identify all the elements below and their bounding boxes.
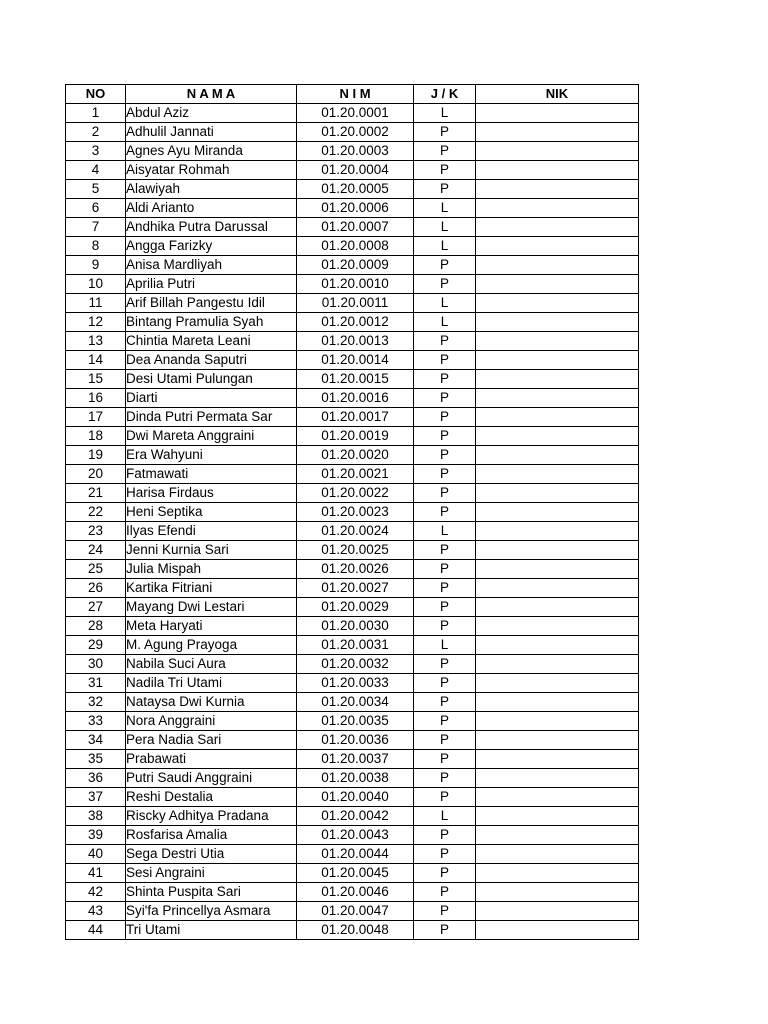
cell-nim: 01.20.0020 bbox=[297, 446, 414, 465]
table-row bbox=[66, 237, 639, 256]
cell-no: 3 bbox=[66, 142, 126, 161]
cell-nama: Ilyas Efendi bbox=[126, 522, 297, 541]
cell-jk: P bbox=[414, 275, 476, 294]
cell-nik bbox=[476, 180, 639, 199]
header-row bbox=[66, 85, 639, 104]
cell-nim: 01.20.0008 bbox=[297, 237, 414, 256]
cell-no: 23 bbox=[66, 522, 126, 541]
cell-no: 35 bbox=[66, 750, 126, 769]
table-row bbox=[66, 807, 639, 826]
cell-nama: Anisa Mardliyah bbox=[126, 256, 297, 275]
table-row bbox=[66, 522, 639, 541]
cell-nim: 01.20.0006 bbox=[297, 199, 414, 218]
cell-no: 14 bbox=[66, 351, 126, 370]
cell-nik bbox=[476, 427, 639, 446]
cell-no: 7 bbox=[66, 218, 126, 237]
table-row bbox=[66, 465, 639, 484]
cell-no: 43 bbox=[66, 902, 126, 921]
cell-nama: Jenni Kurnia Sari bbox=[126, 541, 297, 560]
table-row bbox=[66, 313, 639, 332]
table-row bbox=[66, 161, 639, 180]
cell-jk: P bbox=[414, 541, 476, 560]
cell-jk: L bbox=[414, 104, 476, 123]
cell-jk: P bbox=[414, 674, 476, 693]
cell-nim: 01.20.0022 bbox=[297, 484, 414, 503]
cell-jk: P bbox=[414, 446, 476, 465]
cell-jk: P bbox=[414, 427, 476, 446]
cell-nama: Sega Destri Utia bbox=[126, 845, 297, 864]
cell-no: 32 bbox=[66, 693, 126, 712]
table-row bbox=[66, 123, 639, 142]
cell-nim: 01.20.0014 bbox=[297, 351, 414, 370]
cell-nik bbox=[476, 731, 639, 750]
cell-nama: Alawiyah bbox=[126, 180, 297, 199]
table-row bbox=[66, 370, 639, 389]
cell-jk: P bbox=[414, 579, 476, 598]
cell-nama: Era Wahyuni bbox=[126, 446, 297, 465]
cell-nik bbox=[476, 446, 639, 465]
cell-nim: 01.20.0016 bbox=[297, 389, 414, 408]
table-row bbox=[66, 902, 639, 921]
cell-jk: L bbox=[414, 237, 476, 256]
table-row bbox=[66, 731, 639, 750]
cell-jk: P bbox=[414, 769, 476, 788]
cell-no: 38 bbox=[66, 807, 126, 826]
table-body bbox=[66, 104, 639, 940]
cell-nik bbox=[476, 769, 639, 788]
table-row bbox=[66, 712, 639, 731]
cell-nik bbox=[476, 218, 639, 237]
cell-nama: Andhika Putra Darussal bbox=[126, 218, 297, 237]
cell-nim: 01.20.0025 bbox=[297, 541, 414, 560]
student-roster-sheet bbox=[65, 84, 638, 940]
table-row bbox=[66, 180, 639, 199]
cell-nik bbox=[476, 104, 639, 123]
cell-no: 6 bbox=[66, 199, 126, 218]
cell-no: 40 bbox=[66, 845, 126, 864]
cell-nama: Chintia Mareta Leani bbox=[126, 332, 297, 351]
cell-nama: Arif Billah Pangestu Idil bbox=[126, 294, 297, 313]
cell-no: 22 bbox=[66, 503, 126, 522]
cell-jk: P bbox=[414, 598, 476, 617]
cell-nim: 01.20.0015 bbox=[297, 370, 414, 389]
cell-no: 36 bbox=[66, 769, 126, 788]
cell-nim: 01.20.0007 bbox=[297, 218, 414, 237]
cell-no: 29 bbox=[66, 636, 126, 655]
table-row bbox=[66, 541, 639, 560]
cell-no: 13 bbox=[66, 332, 126, 351]
cell-jk: P bbox=[414, 142, 476, 161]
cell-nama: Syi'fa Princellya Asmara bbox=[126, 902, 297, 921]
cell-nik bbox=[476, 351, 639, 370]
cell-jk: L bbox=[414, 199, 476, 218]
cell-nim: 01.20.0024 bbox=[297, 522, 414, 541]
cell-nim: 01.20.0042 bbox=[297, 807, 414, 826]
cell-nama: Nataysa Dwi Kurnia bbox=[126, 693, 297, 712]
cell-nim: 01.20.0005 bbox=[297, 180, 414, 199]
table-row bbox=[66, 883, 639, 902]
cell-nik bbox=[476, 522, 639, 541]
cell-no: 20 bbox=[66, 465, 126, 484]
table-row bbox=[66, 636, 639, 655]
cell-no: 2 bbox=[66, 123, 126, 142]
cell-nim: 01.20.0013 bbox=[297, 332, 414, 351]
table-row bbox=[66, 864, 639, 883]
cell-jk: P bbox=[414, 503, 476, 522]
cell-nim: 01.20.0026 bbox=[297, 560, 414, 579]
cell-nama: Prabawati bbox=[126, 750, 297, 769]
cell-nama: Desi Utami Pulungan bbox=[126, 370, 297, 389]
cell-nim: 01.20.0044 bbox=[297, 845, 414, 864]
cell-no: 39 bbox=[66, 826, 126, 845]
cell-nim: 01.20.0004 bbox=[297, 161, 414, 180]
table-row bbox=[66, 484, 639, 503]
cell-nim: 01.20.0002 bbox=[297, 123, 414, 142]
column-header-nik: NIK bbox=[476, 85, 639, 104]
cell-nik bbox=[476, 275, 639, 294]
cell-jk: P bbox=[414, 750, 476, 769]
cell-nama: Julia Mispah bbox=[126, 560, 297, 579]
table-row bbox=[66, 617, 639, 636]
table-row bbox=[66, 275, 639, 294]
table-row bbox=[66, 921, 639, 940]
cell-no: 37 bbox=[66, 788, 126, 807]
cell-nama: Riscky Adhitya Pradana bbox=[126, 807, 297, 826]
cell-no: 12 bbox=[66, 313, 126, 332]
cell-nama: Meta Haryati bbox=[126, 617, 297, 636]
cell-nik bbox=[476, 617, 639, 636]
cell-nama: Rosfarisa Amalia bbox=[126, 826, 297, 845]
cell-jk: P bbox=[414, 123, 476, 142]
cell-nama: Reshi Destalia bbox=[126, 788, 297, 807]
cell-jk: P bbox=[414, 180, 476, 199]
cell-jk: P bbox=[414, 465, 476, 484]
cell-no: 26 bbox=[66, 579, 126, 598]
cell-nama: M. Agung Prayoga bbox=[126, 636, 297, 655]
column-header-no: NO bbox=[66, 85, 126, 104]
cell-nik bbox=[476, 503, 639, 522]
table-row bbox=[66, 826, 639, 845]
table-row bbox=[66, 408, 639, 427]
cell-nim: 01.20.0032 bbox=[297, 655, 414, 674]
cell-nama: Shinta Puspita Sari bbox=[126, 883, 297, 902]
cell-nim: 01.20.0038 bbox=[297, 769, 414, 788]
cell-jk: P bbox=[414, 256, 476, 275]
cell-jk: P bbox=[414, 883, 476, 902]
cell-no: 9 bbox=[66, 256, 126, 275]
cell-nim: 01.20.0011 bbox=[297, 294, 414, 313]
cell-no: 42 bbox=[66, 883, 126, 902]
cell-no: 30 bbox=[66, 655, 126, 674]
cell-jk: L bbox=[414, 294, 476, 313]
cell-nim: 01.20.0019 bbox=[297, 427, 414, 446]
cell-nama: Sesi Angraini bbox=[126, 864, 297, 883]
cell-nik bbox=[476, 256, 639, 275]
cell-jk: P bbox=[414, 655, 476, 674]
cell-nama: Adhulil Jannati bbox=[126, 123, 297, 142]
cell-nik bbox=[476, 826, 639, 845]
table-row bbox=[66, 598, 639, 617]
cell-nik bbox=[476, 598, 639, 617]
cell-no: 1 bbox=[66, 104, 126, 123]
cell-jk: L bbox=[414, 807, 476, 826]
cell-nama: Aisyatar Rohmah bbox=[126, 161, 297, 180]
table-row bbox=[66, 142, 639, 161]
cell-nim: 01.20.0027 bbox=[297, 579, 414, 598]
cell-nim: 01.20.0036 bbox=[297, 731, 414, 750]
cell-nik bbox=[476, 883, 639, 902]
cell-nama: Aldi Arianto bbox=[126, 199, 297, 218]
table-row bbox=[66, 427, 639, 446]
cell-nama: Abdul Aziz bbox=[126, 104, 297, 123]
cell-no: 15 bbox=[66, 370, 126, 389]
cell-nim: 01.20.0045 bbox=[297, 864, 414, 883]
cell-no: 10 bbox=[66, 275, 126, 294]
cell-nim: 01.20.0017 bbox=[297, 408, 414, 427]
cell-jk: P bbox=[414, 864, 476, 883]
cell-jk: L bbox=[414, 636, 476, 655]
cell-nik bbox=[476, 788, 639, 807]
cell-nik bbox=[476, 484, 639, 503]
cell-jk: P bbox=[414, 845, 476, 864]
cell-jk: P bbox=[414, 788, 476, 807]
cell-nik bbox=[476, 541, 639, 560]
table-row bbox=[66, 579, 639, 598]
cell-nik bbox=[476, 579, 639, 598]
cell-nama: Dea Ananda Saputri bbox=[126, 351, 297, 370]
cell-no: 17 bbox=[66, 408, 126, 427]
cell-no: 41 bbox=[66, 864, 126, 883]
cell-nim: 01.20.0030 bbox=[297, 617, 414, 636]
cell-nama: Nabila Suci Aura bbox=[126, 655, 297, 674]
cell-nama: Dwi Mareta Anggraini bbox=[126, 427, 297, 446]
table-row bbox=[66, 769, 639, 788]
cell-jk: P bbox=[414, 408, 476, 427]
cell-jk: P bbox=[414, 712, 476, 731]
column-header-nama: N A M A bbox=[126, 85, 297, 104]
cell-nik bbox=[476, 237, 639, 256]
table-row bbox=[66, 218, 639, 237]
cell-nim: 01.20.0034 bbox=[297, 693, 414, 712]
cell-nim: 01.20.0040 bbox=[297, 788, 414, 807]
cell-no: 28 bbox=[66, 617, 126, 636]
cell-nama: Heni Septika bbox=[126, 503, 297, 522]
cell-nim: 01.20.0048 bbox=[297, 921, 414, 940]
table-row bbox=[66, 332, 639, 351]
cell-jk: P bbox=[414, 484, 476, 503]
cell-nim: 01.20.0035 bbox=[297, 712, 414, 731]
cell-jk: L bbox=[414, 313, 476, 332]
table-row bbox=[66, 788, 639, 807]
cell-nama: Putri Saudi Anggraini bbox=[126, 769, 297, 788]
cell-no: 8 bbox=[66, 237, 126, 256]
cell-no: 44 bbox=[66, 921, 126, 940]
cell-jk: P bbox=[414, 617, 476, 636]
cell-nim: 01.20.0003 bbox=[297, 142, 414, 161]
cell-nik bbox=[476, 655, 639, 674]
cell-jk: P bbox=[414, 731, 476, 750]
cell-nim: 01.20.0021 bbox=[297, 465, 414, 484]
table-row bbox=[66, 294, 639, 313]
cell-jk: P bbox=[414, 161, 476, 180]
table-row bbox=[66, 389, 639, 408]
table-row bbox=[66, 693, 639, 712]
cell-nik bbox=[476, 161, 639, 180]
cell-nama: Mayang Dwi Lestari bbox=[126, 598, 297, 617]
cell-nama: Harisa Firdaus bbox=[126, 484, 297, 503]
cell-nik bbox=[476, 389, 639, 408]
cell-no: 27 bbox=[66, 598, 126, 617]
cell-no: 4 bbox=[66, 161, 126, 180]
cell-no: 34 bbox=[66, 731, 126, 750]
cell-nim: 01.20.0047 bbox=[297, 902, 414, 921]
cell-nik bbox=[476, 560, 639, 579]
cell-nama: Angga Farizky bbox=[126, 237, 297, 256]
cell-nim: 01.20.0010 bbox=[297, 275, 414, 294]
cell-nik bbox=[476, 465, 639, 484]
table-row bbox=[66, 750, 639, 769]
cell-nik bbox=[476, 807, 639, 826]
cell-nik bbox=[476, 370, 639, 389]
cell-nik bbox=[476, 674, 639, 693]
cell-nik bbox=[476, 313, 639, 332]
cell-nama: Diarti bbox=[126, 389, 297, 408]
cell-nama: Fatmawati bbox=[126, 465, 297, 484]
cell-nik bbox=[476, 902, 639, 921]
table-row bbox=[66, 560, 639, 579]
cell-no: 24 bbox=[66, 541, 126, 560]
cell-jk: P bbox=[414, 921, 476, 940]
cell-jk: P bbox=[414, 560, 476, 579]
cell-nama: Nadila Tri Utami bbox=[126, 674, 297, 693]
cell-jk: P bbox=[414, 826, 476, 845]
cell-jk: P bbox=[414, 389, 476, 408]
cell-nim: 01.20.0001 bbox=[297, 104, 414, 123]
cell-nik bbox=[476, 845, 639, 864]
cell-nik bbox=[476, 123, 639, 142]
cell-nama: Bintang Pramulia Syah bbox=[126, 313, 297, 332]
cell-nama: Dinda Putri Permata Sar bbox=[126, 408, 297, 427]
cell-jk: L bbox=[414, 218, 476, 237]
cell-nama: Tri Utami bbox=[126, 921, 297, 940]
table-row bbox=[66, 256, 639, 275]
cell-nama: Aprilia Putri bbox=[126, 275, 297, 294]
cell-no: 5 bbox=[66, 180, 126, 199]
cell-nik bbox=[476, 142, 639, 161]
cell-nama: Agnes Ayu Miranda bbox=[126, 142, 297, 161]
cell-nim: 01.20.0033 bbox=[297, 674, 414, 693]
cell-nim: 01.20.0012 bbox=[297, 313, 414, 332]
cell-nik bbox=[476, 294, 639, 313]
table-row bbox=[66, 199, 639, 218]
cell-nim: 01.20.0023 bbox=[297, 503, 414, 522]
cell-no: 21 bbox=[66, 484, 126, 503]
cell-nim: 01.20.0043 bbox=[297, 826, 414, 845]
cell-no: 31 bbox=[66, 674, 126, 693]
cell-nik bbox=[476, 636, 639, 655]
cell-jk: P bbox=[414, 370, 476, 389]
cell-nik bbox=[476, 712, 639, 731]
table-row bbox=[66, 503, 639, 522]
cell-no: 19 bbox=[66, 446, 126, 465]
cell-jk: P bbox=[414, 902, 476, 921]
cell-nik bbox=[476, 199, 639, 218]
cell-nik bbox=[476, 693, 639, 712]
cell-nim: 01.20.0037 bbox=[297, 750, 414, 769]
table-row bbox=[66, 655, 639, 674]
cell-nim: 01.20.0046 bbox=[297, 883, 414, 902]
cell-no: 18 bbox=[66, 427, 126, 446]
cell-no: 25 bbox=[66, 560, 126, 579]
cell-jk: L bbox=[414, 522, 476, 541]
table-row bbox=[66, 845, 639, 864]
cell-no: 11 bbox=[66, 294, 126, 313]
cell-nim: 01.20.0009 bbox=[297, 256, 414, 275]
cell-jk: P bbox=[414, 693, 476, 712]
student-roster-table bbox=[65, 84, 639, 940]
cell-nik bbox=[476, 408, 639, 427]
cell-nama: Kartika Fitriani bbox=[126, 579, 297, 598]
cell-nik bbox=[476, 864, 639, 883]
column-header-jk: J / K bbox=[414, 85, 476, 104]
table-row bbox=[66, 446, 639, 465]
cell-no: 33 bbox=[66, 712, 126, 731]
cell-nim: 01.20.0031 bbox=[297, 636, 414, 655]
table-row bbox=[66, 674, 639, 693]
cell-nik bbox=[476, 750, 639, 769]
cell-nik bbox=[476, 921, 639, 940]
cell-jk: P bbox=[414, 332, 476, 351]
cell-no: 16 bbox=[66, 389, 126, 408]
column-header-nim: N I M bbox=[297, 85, 414, 104]
cell-nama: Nora Anggraini bbox=[126, 712, 297, 731]
cell-nama: Pera Nadia Sari bbox=[126, 731, 297, 750]
table-row bbox=[66, 351, 639, 370]
table-row bbox=[66, 104, 639, 123]
cell-nim: 01.20.0029 bbox=[297, 598, 414, 617]
cell-nik bbox=[476, 332, 639, 351]
cell-jk: P bbox=[414, 351, 476, 370]
